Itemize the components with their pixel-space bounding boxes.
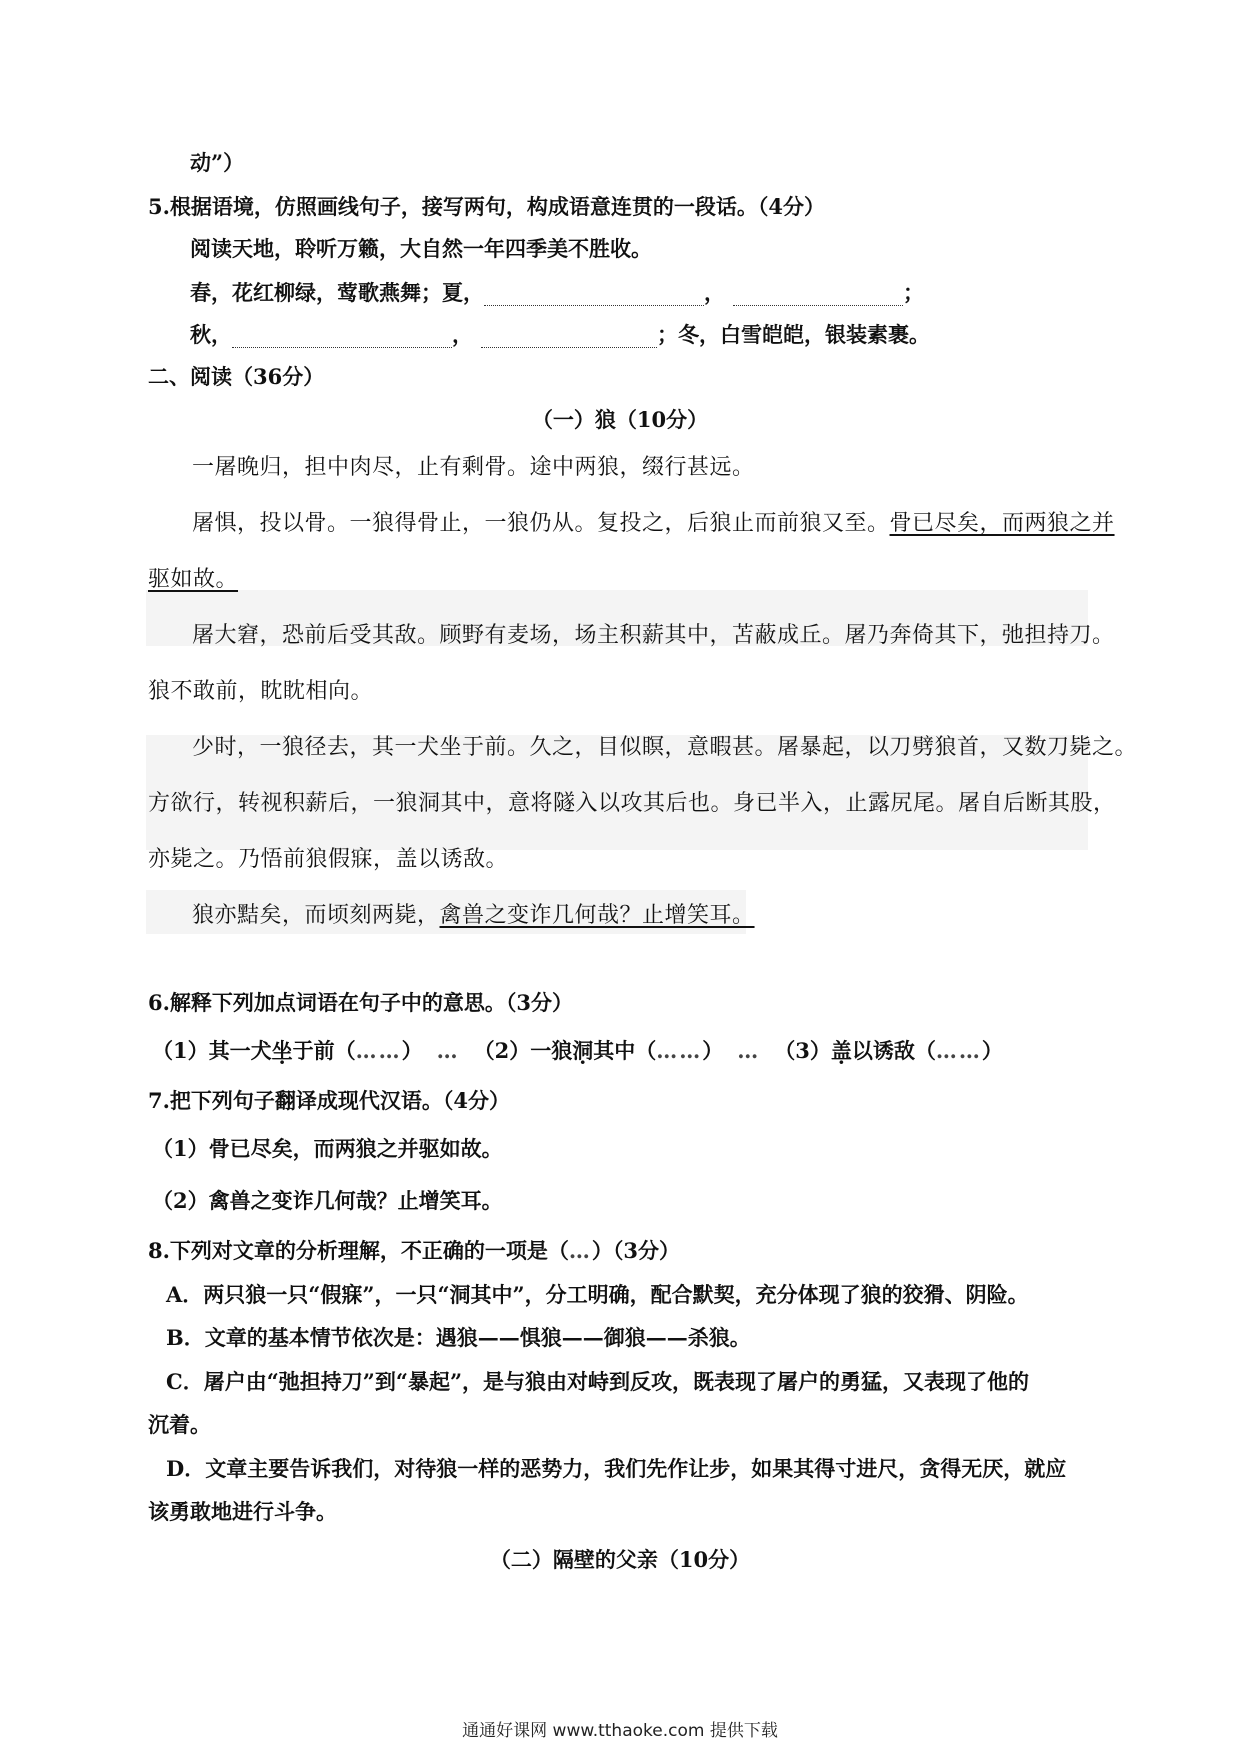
- passage1-p4-line2: 方欲行，转视积薪后，一狼洞其中，意将隧入以攻其后也。身已半入，止露尻尾。屠自后断其股，: [148, 791, 1116, 816]
- q7-item1: （1）骨已尽矣，而两狼之并驱如故。: [152, 1136, 503, 1161]
- section-reading-title: 二、阅读（36分）: [148, 364, 325, 389]
- q8-title-b: ）（3分）: [591, 1238, 681, 1263]
- underlined-sentence: 驱如故。: [148, 567, 239, 592]
- dotted-word: 盖: [830, 1038, 852, 1063]
- q6-title: 6.解释下列加点词语在句子中的意思。（3分）: [148, 990, 574, 1015]
- passage1-p2-text: 屠惧，投以骨。一狼得骨止，一狼仍从。复投之，后狼止而前狼又至。: [192, 511, 890, 536]
- passage1-p5-text: 狼亦黠矣，而顷刻两毙，: [192, 903, 440, 928]
- answer-blank[interactable]: ……: [656, 1038, 703, 1063]
- answer-blank[interactable]: [481, 325, 657, 348]
- q5-line2: [190, 278, 924, 308]
- answer-blank[interactable]: ……: [355, 1038, 402, 1063]
- answer-blank[interactable]: …: [568, 1238, 592, 1263]
- q8-option-c-line2: 沉着。: [148, 1412, 211, 1437]
- q6-item2-pre: 一狼: [530, 1038, 573, 1063]
- passage1-p3-line2: 狼不敢前，眈眈相向。: [148, 679, 374, 704]
- q5-line2-sep: ，: [704, 280, 725, 305]
- spacer-dots: …: [737, 1038, 761, 1063]
- dotted-word: 坐: [271, 1038, 293, 1063]
- spacer-dots: …: [436, 1038, 460, 1063]
- q8-title: [148, 1236, 680, 1266]
- q6-item1-pre: 其一犬: [208, 1038, 272, 1063]
- dotted-word: 洞: [572, 1038, 594, 1063]
- q5-line3-sep: ，: [452, 322, 473, 347]
- passage1-title: （一）狼（10分）: [531, 407, 709, 432]
- passage1-p5: [192, 901, 755, 931]
- answer-blank[interactable]: ……: [935, 1038, 982, 1063]
- passage1-p4-line1: 少时，一狼径去，其一犬坐于前。久之，目似瞑，意暇甚。屠暴起，以刀劈狼首，又数刀毙之。: [192, 735, 1138, 760]
- q8-option-d-line1: D．文章主要告诉我们，对待狼一样的恶势力，我们先作让步，如果其得寸进尺，贪得无厌，就应: [166, 1456, 1067, 1481]
- footer-watermark: 通通好课网 www.tthaoke.com 提供下载: [462, 1721, 778, 1741]
- q6-item2-post: 其中（: [593, 1038, 657, 1063]
- q5-line2-end: ；: [903, 280, 924, 305]
- q8-option-b: B．文章的基本情节依次是：遇狼——惧狼——御狼——杀狼。: [166, 1325, 751, 1350]
- q8-option-c-line1: C．屠户由“弛担持刀”到“暴起”，是与狼由对峙到反攻，既表现了屠户的勇猛，又表现了他的: [166, 1369, 1030, 1394]
- q7-item2: （2）禽兽之变诈几何哉？止增笑耳。: [152, 1188, 503, 1213]
- q5-line1: 阅读天地，聆听万籁，大自然一年四季美不胜收。: [190, 236, 652, 261]
- passage1-p2-line2: [148, 565, 238, 595]
- passage1-p2-line1: [192, 509, 1115, 539]
- q6-item3-post: 以诱敌（: [851, 1038, 936, 1063]
- q6-item1-close: ）: [401, 1038, 423, 1063]
- q7-title: 7.把下列句子翻译成现代汉语。（4分）: [148, 1088, 511, 1113]
- q8-title-a: 8.下列对文章的分析理解，不正确的一项是（: [148, 1238, 569, 1263]
- q5-line3: [190, 320, 930, 350]
- q6-item2-close: ）: [702, 1038, 724, 1063]
- passage2-title: （二）隔壁的父亲（10分）: [489, 1547, 751, 1572]
- q6-item3-close: ）: [981, 1038, 1003, 1063]
- q8-option-d-line2: 该勇敢地进行斗争。: [148, 1499, 337, 1524]
- q5-line3-text: 秋，: [190, 322, 232, 347]
- q4-tail: 动”）: [190, 150, 245, 175]
- q5-title: 5.根据语境，仿照画线句子，接写两句，构成语意连贯的一段话。（4分）: [148, 194, 826, 219]
- q6-item2-num: （2）: [473, 1038, 531, 1063]
- q5-line2-text: 春，花红柳绿，莺歌燕舞；夏，: [190, 280, 484, 305]
- q6-item1-post: 于前（: [292, 1038, 356, 1063]
- q6-item1-num: （1）: [152, 1038, 209, 1063]
- q8-option-a: A．两只狼一只“假寐”，一只“洞其中”，分工明确，配合默契，充分体现了狼的狡猾、阴险。: [166, 1282, 1029, 1307]
- underlined-sentence: 禽兽之变诈几何哉？止增笑耳。: [439, 903, 755, 928]
- q6-item3-num: （3）: [774, 1038, 831, 1063]
- underlined-sentence: 骨已尽矣，而两狼之并: [889, 511, 1115, 536]
- passage1-p4-line3: 亦毙之。乃悟前狼假寐，盖以诱敌。: [148, 847, 509, 872]
- q6-items: [152, 1036, 1003, 1066]
- answer-blank[interactable]: [733, 283, 903, 306]
- answer-blank[interactable]: [484, 283, 704, 306]
- passage1-p3-line1: 屠大窘，恐前后受其敌。顾野有麦场，场主积薪其中，苫蔽成丘。屠乃奔倚其下，弛担持刀。: [192, 623, 1115, 648]
- answer-blank[interactable]: [232, 325, 452, 348]
- q5-line3-end: ；冬，白雪皑皑，银装素裹。: [657, 322, 930, 347]
- passage1-p1: 一屠晚归，担中肉尽，止有剩骨。途中两狼，缀行甚远。: [192, 455, 755, 480]
